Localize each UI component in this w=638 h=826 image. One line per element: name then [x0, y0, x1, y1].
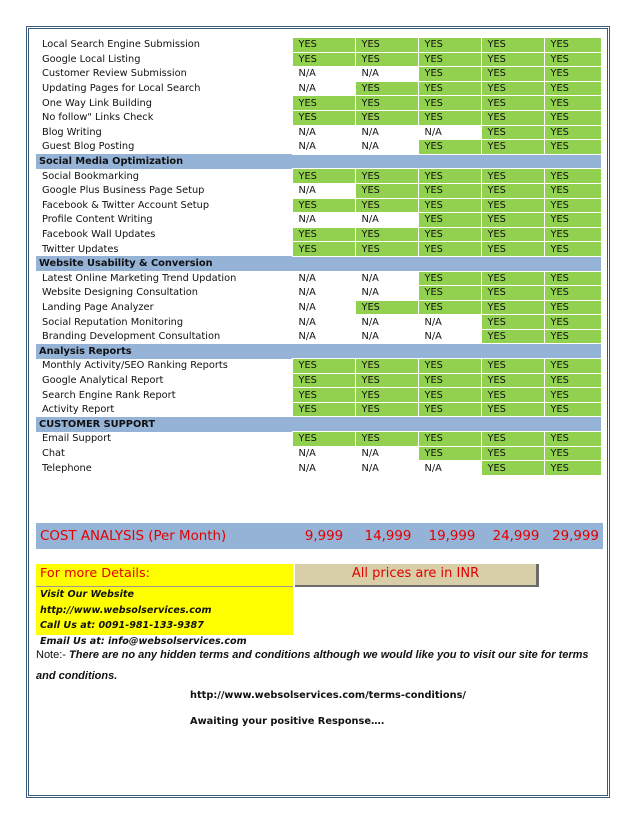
plan-2-cell: YES	[355, 300, 418, 315]
plan-1-cell: YES	[292, 227, 355, 242]
plan-1-cell: N/A	[292, 81, 355, 96]
plan-4-cell: YES	[481, 213, 544, 228]
plan-5-cell: YES	[544, 227, 601, 242]
table-row	[36, 271, 601, 286]
plan-5-cell: YES	[544, 81, 601, 96]
plan-1-cell: YES	[292, 38, 355, 53]
plan-4-cell: YES	[481, 432, 544, 447]
services-table	[36, 37, 602, 476]
plan-5-cell: YES	[544, 38, 601, 53]
section-header	[36, 154, 601, 169]
table-row	[36, 169, 601, 184]
feature-label: Chat	[42, 447, 65, 459]
plan-3-cell: YES	[418, 110, 481, 125]
plan-2-cell: YES	[355, 359, 418, 374]
plan-2-cell: YES	[355, 110, 418, 125]
feature-label: Google Local Listing	[42, 53, 141, 65]
plan-3-cell: YES	[418, 227, 481, 242]
table-row	[36, 315, 601, 330]
feature-label: Telephone	[42, 462, 92, 474]
contact-details-box	[36, 564, 293, 647]
plan-1-cell: N/A	[292, 461, 355, 476]
plan-5-cell: YES	[544, 198, 601, 213]
plan-1-cell: YES	[292, 96, 355, 111]
section-header	[36, 344, 601, 359]
plan-4-cell: YES	[481, 271, 544, 286]
plan-1-cell: N/A	[292, 271, 355, 286]
plan-3-cell: YES	[418, 388, 481, 403]
plan-4-cell: YES	[481, 402, 544, 417]
plan-1-cell: YES	[292, 52, 355, 67]
plan-3-cell: YES	[418, 198, 481, 213]
plan-5-cell: YES	[544, 373, 601, 388]
table-row	[36, 227, 601, 242]
plan-5-cell: YES	[544, 140, 601, 155]
plan-2-cell: YES	[355, 38, 418, 53]
table-row	[36, 52, 601, 67]
table-row	[36, 329, 601, 344]
plan-1-cell: N/A	[292, 300, 355, 315]
plan-4-cell: YES	[481, 315, 544, 330]
plan-4-cell: YES	[481, 373, 544, 388]
plan-1-cell: N/A	[292, 286, 355, 301]
plan-5-cell: YES	[544, 446, 601, 461]
contact-email[interactable]: Email Us at: info@websolservices.com	[40, 635, 247, 647]
plan-2-cell: N/A	[355, 329, 418, 344]
table-row	[36, 213, 601, 228]
plan-2-cell: N/A	[355, 446, 418, 461]
plan-4-cell: YES	[481, 359, 544, 374]
plan-5-cell: YES	[544, 183, 601, 198]
section-title: CUSTOMER SUPPORT	[36, 417, 601, 432]
feature-label: Local Search Engine Submission	[42, 39, 201, 51]
plan-4-cell: YES	[481, 38, 544, 53]
plan-2-cell: YES	[355, 373, 418, 388]
plan-1-cell: N/A	[292, 329, 355, 344]
plan-1-cell: N/A	[292, 140, 355, 155]
feature-label: Search Engine Rank Report	[42, 389, 176, 401]
plan-4-cell: YES	[481, 300, 544, 315]
feature-label: Twitter Updates	[42, 243, 119, 255]
feature-label: Latest Online Marketing Trend Updation	[42, 272, 237, 284]
price-plan-5: 29,999	[552, 528, 599, 544]
feature-label: Monthly Activity/SEO Ranking Reports	[42, 360, 228, 372]
plan-5-cell: YES	[544, 300, 601, 315]
plan-4-cell: YES	[481, 329, 544, 344]
plan-2-cell: YES	[355, 183, 418, 198]
feature-label: Customer Review Submission	[42, 68, 187, 80]
plan-4-cell: YES	[481, 227, 544, 242]
table-row	[36, 96, 601, 111]
plan-3-cell: YES	[418, 81, 481, 96]
plan-1-cell: YES	[292, 432, 355, 447]
plan-4-cell: YES	[481, 461, 544, 476]
plan-2-cell: YES	[355, 227, 418, 242]
plan-1-cell: YES	[292, 198, 355, 213]
section-title: Social Media Optimization	[36, 154, 601, 169]
feature-label: Profile Content Writing	[42, 214, 153, 226]
plan-3-cell: YES	[418, 359, 481, 374]
plan-5-cell: YES	[544, 329, 601, 344]
plan-3-cell: YES	[418, 67, 481, 82]
price-plan-3: 19,999	[428, 528, 476, 544]
plan-4-cell: YES	[481, 96, 544, 111]
currency-note: All prices are in INR	[295, 564, 539, 587]
plan-4-cell: YES	[481, 286, 544, 301]
plan-3-cell: YES	[418, 271, 481, 286]
plan-3-cell: YES	[418, 169, 481, 184]
table-row	[36, 373, 601, 388]
feature-label: Facebook Wall Updates	[42, 229, 156, 241]
price-plan-4: 24,999	[492, 528, 540, 544]
table-row	[36, 461, 601, 476]
plan-1-cell: N/A	[292, 183, 355, 198]
plan-1-cell: YES	[292, 373, 355, 388]
plan-3-cell: YES	[418, 286, 481, 301]
table-row	[36, 67, 601, 82]
plan-1-cell: N/A	[292, 315, 355, 330]
plan-3-cell: YES	[418, 373, 481, 388]
plan-4-cell: YES	[481, 198, 544, 213]
table-row	[36, 125, 601, 140]
plan-3-cell: YES	[418, 300, 481, 315]
plan-2-cell: N/A	[355, 271, 418, 286]
feature-label: Branding Development Consultation	[42, 331, 221, 343]
plan-2-cell: N/A	[355, 125, 418, 140]
feature-label: Landing Page Analyzer	[42, 301, 154, 313]
contact-website[interactable]: Visit Our Website http://www.websolservices.com	[40, 589, 212, 616]
plan-3-cell: YES	[418, 52, 481, 67]
plan-2-cell: N/A	[355, 461, 418, 476]
plan-5-cell: YES	[544, 286, 601, 301]
plan-5-cell: YES	[544, 213, 601, 228]
contact-phone[interactable]: Call Us at: 0091-981-133-9387	[40, 620, 204, 631]
plan-4-cell: YES	[481, 110, 544, 125]
plan-5-cell: YES	[544, 52, 601, 67]
plan-1-cell: N/A	[292, 67, 355, 82]
plan-3-cell: YES	[418, 432, 481, 447]
plan-2-cell: N/A	[355, 213, 418, 228]
table-row	[36, 432, 601, 447]
plan-4-cell: YES	[481, 140, 544, 155]
plan-1-cell: YES	[292, 402, 355, 417]
table-row	[36, 183, 601, 198]
contact-heading: For more Details:	[36, 564, 293, 587]
plan-2-cell: YES	[355, 96, 418, 111]
plan-2-cell: YES	[355, 388, 418, 403]
plan-3-cell: YES	[418, 213, 481, 228]
feature-label: Website Designing Consultation	[42, 287, 198, 299]
feature-label: Social Bookmarking	[42, 170, 139, 182]
plan-5-cell: YES	[544, 461, 601, 476]
plan-4-cell: YES	[481, 125, 544, 140]
plan-5-cell: YES	[544, 67, 601, 82]
plan-3-cell: YES	[418, 183, 481, 198]
plan-3-cell: N/A	[418, 125, 481, 140]
table-row	[36, 300, 601, 315]
table-row	[36, 242, 601, 257]
plan-3-cell: YES	[418, 402, 481, 417]
plan-4-cell: YES	[481, 242, 544, 257]
plan-2-cell: YES	[355, 198, 418, 213]
plan-3-cell: YES	[418, 446, 481, 461]
terms-note	[36, 645, 596, 687]
feature-label: No follow" Links Check	[42, 112, 154, 124]
note-prefix: Note:-	[36, 649, 70, 661]
plan-2-cell: N/A	[355, 140, 418, 155]
section-header	[36, 417, 601, 432]
table-row	[36, 388, 601, 403]
plan-3-cell: N/A	[418, 315, 481, 330]
plan-1-cell: YES	[292, 169, 355, 184]
section-header	[36, 256, 601, 271]
plan-2-cell: N/A	[355, 286, 418, 301]
closing-line: Awaiting your positive Response….	[190, 716, 385, 727]
plan-1-cell: YES	[292, 359, 355, 374]
plan-5-cell: YES	[544, 359, 601, 374]
plan-3-cell: YES	[418, 140, 481, 155]
plan-3-cell: YES	[418, 96, 481, 111]
section-title: Website Usability & Conversion	[36, 256, 601, 271]
plan-2-cell: YES	[355, 169, 418, 184]
plan-5-cell: YES	[544, 125, 601, 140]
table-row	[36, 110, 601, 125]
cost-analysis-label: COST ANALYSIS (Per Month)	[40, 528, 227, 544]
plan-1-cell: N/A	[292, 213, 355, 228]
plan-5-cell: YES	[544, 242, 601, 257]
plan-2-cell: YES	[355, 52, 418, 67]
plan-1-cell: N/A	[292, 125, 355, 140]
plan-5-cell: YES	[544, 432, 601, 447]
plan-1-cell: N/A	[292, 446, 355, 461]
plan-1-cell: YES	[292, 242, 355, 257]
plan-2-cell: YES	[355, 81, 418, 96]
terms-link[interactable]: http://www.websolservices.com/terms-conditions/	[190, 690, 466, 701]
table-row	[36, 446, 601, 461]
plan-3-cell: N/A	[418, 461, 481, 476]
cost-analysis-row	[36, 523, 603, 549]
feature-label: Updating Pages for Local Search	[42, 83, 201, 95]
plan-4-cell: YES	[481, 169, 544, 184]
plan-5-cell: YES	[544, 315, 601, 330]
plan-5-cell: YES	[544, 388, 601, 403]
feature-label: One Way Link Building	[42, 97, 152, 109]
table-row	[36, 402, 601, 417]
plan-2-cell: N/A	[355, 315, 418, 330]
plan-5-cell: YES	[544, 271, 601, 286]
plan-5-cell: YES	[544, 110, 601, 125]
plan-3-cell: YES	[418, 38, 481, 53]
plan-4-cell: YES	[481, 67, 544, 82]
price-plan-1: 9,999	[304, 528, 344, 544]
plan-2-cell: N/A	[355, 67, 418, 82]
plan-4-cell: YES	[481, 81, 544, 96]
feature-label: Social Reputation Monitoring	[42, 316, 184, 328]
plan-5-cell: YES	[544, 402, 601, 417]
feature-label: Facebook & Twitter Account Setup	[42, 199, 210, 211]
table-row	[36, 359, 601, 374]
feature-label: Guest Blog Posting	[42, 141, 135, 153]
plan-2-cell: YES	[355, 432, 418, 447]
plan-4-cell: YES	[481, 183, 544, 198]
feature-label: Email Support	[42, 433, 112, 445]
table-row	[36, 38, 601, 53]
section-title: Analysis Reports	[36, 344, 601, 359]
plan-4-cell: YES	[481, 388, 544, 403]
plan-5-cell: YES	[544, 96, 601, 111]
plan-1-cell: YES	[292, 110, 355, 125]
feature-label: Activity Report	[42, 404, 115, 416]
table-row	[36, 198, 601, 213]
feature-label: Google Plus Business Page Setup	[42, 185, 205, 197]
note-text: There are no any hidden terms and conditions although we would like you to visit our site for terms and conditions.	[36, 649, 589, 682]
price-plan-2: 14,999	[364, 528, 412, 544]
plan-3-cell: N/A	[418, 329, 481, 344]
feature-label: Blog Writing	[42, 126, 102, 138]
table-row	[36, 140, 601, 155]
plan-3-cell: YES	[418, 242, 481, 257]
plan-4-cell: YES	[481, 52, 544, 67]
plan-2-cell: YES	[355, 242, 418, 257]
plan-1-cell: YES	[292, 388, 355, 403]
plan-5-cell: YES	[544, 169, 601, 184]
feature-label: Google Analytical Report	[42, 374, 164, 386]
table-row	[36, 286, 601, 301]
table-row	[36, 81, 601, 96]
plan-2-cell: YES	[355, 402, 418, 417]
plan-4-cell: YES	[481, 446, 544, 461]
